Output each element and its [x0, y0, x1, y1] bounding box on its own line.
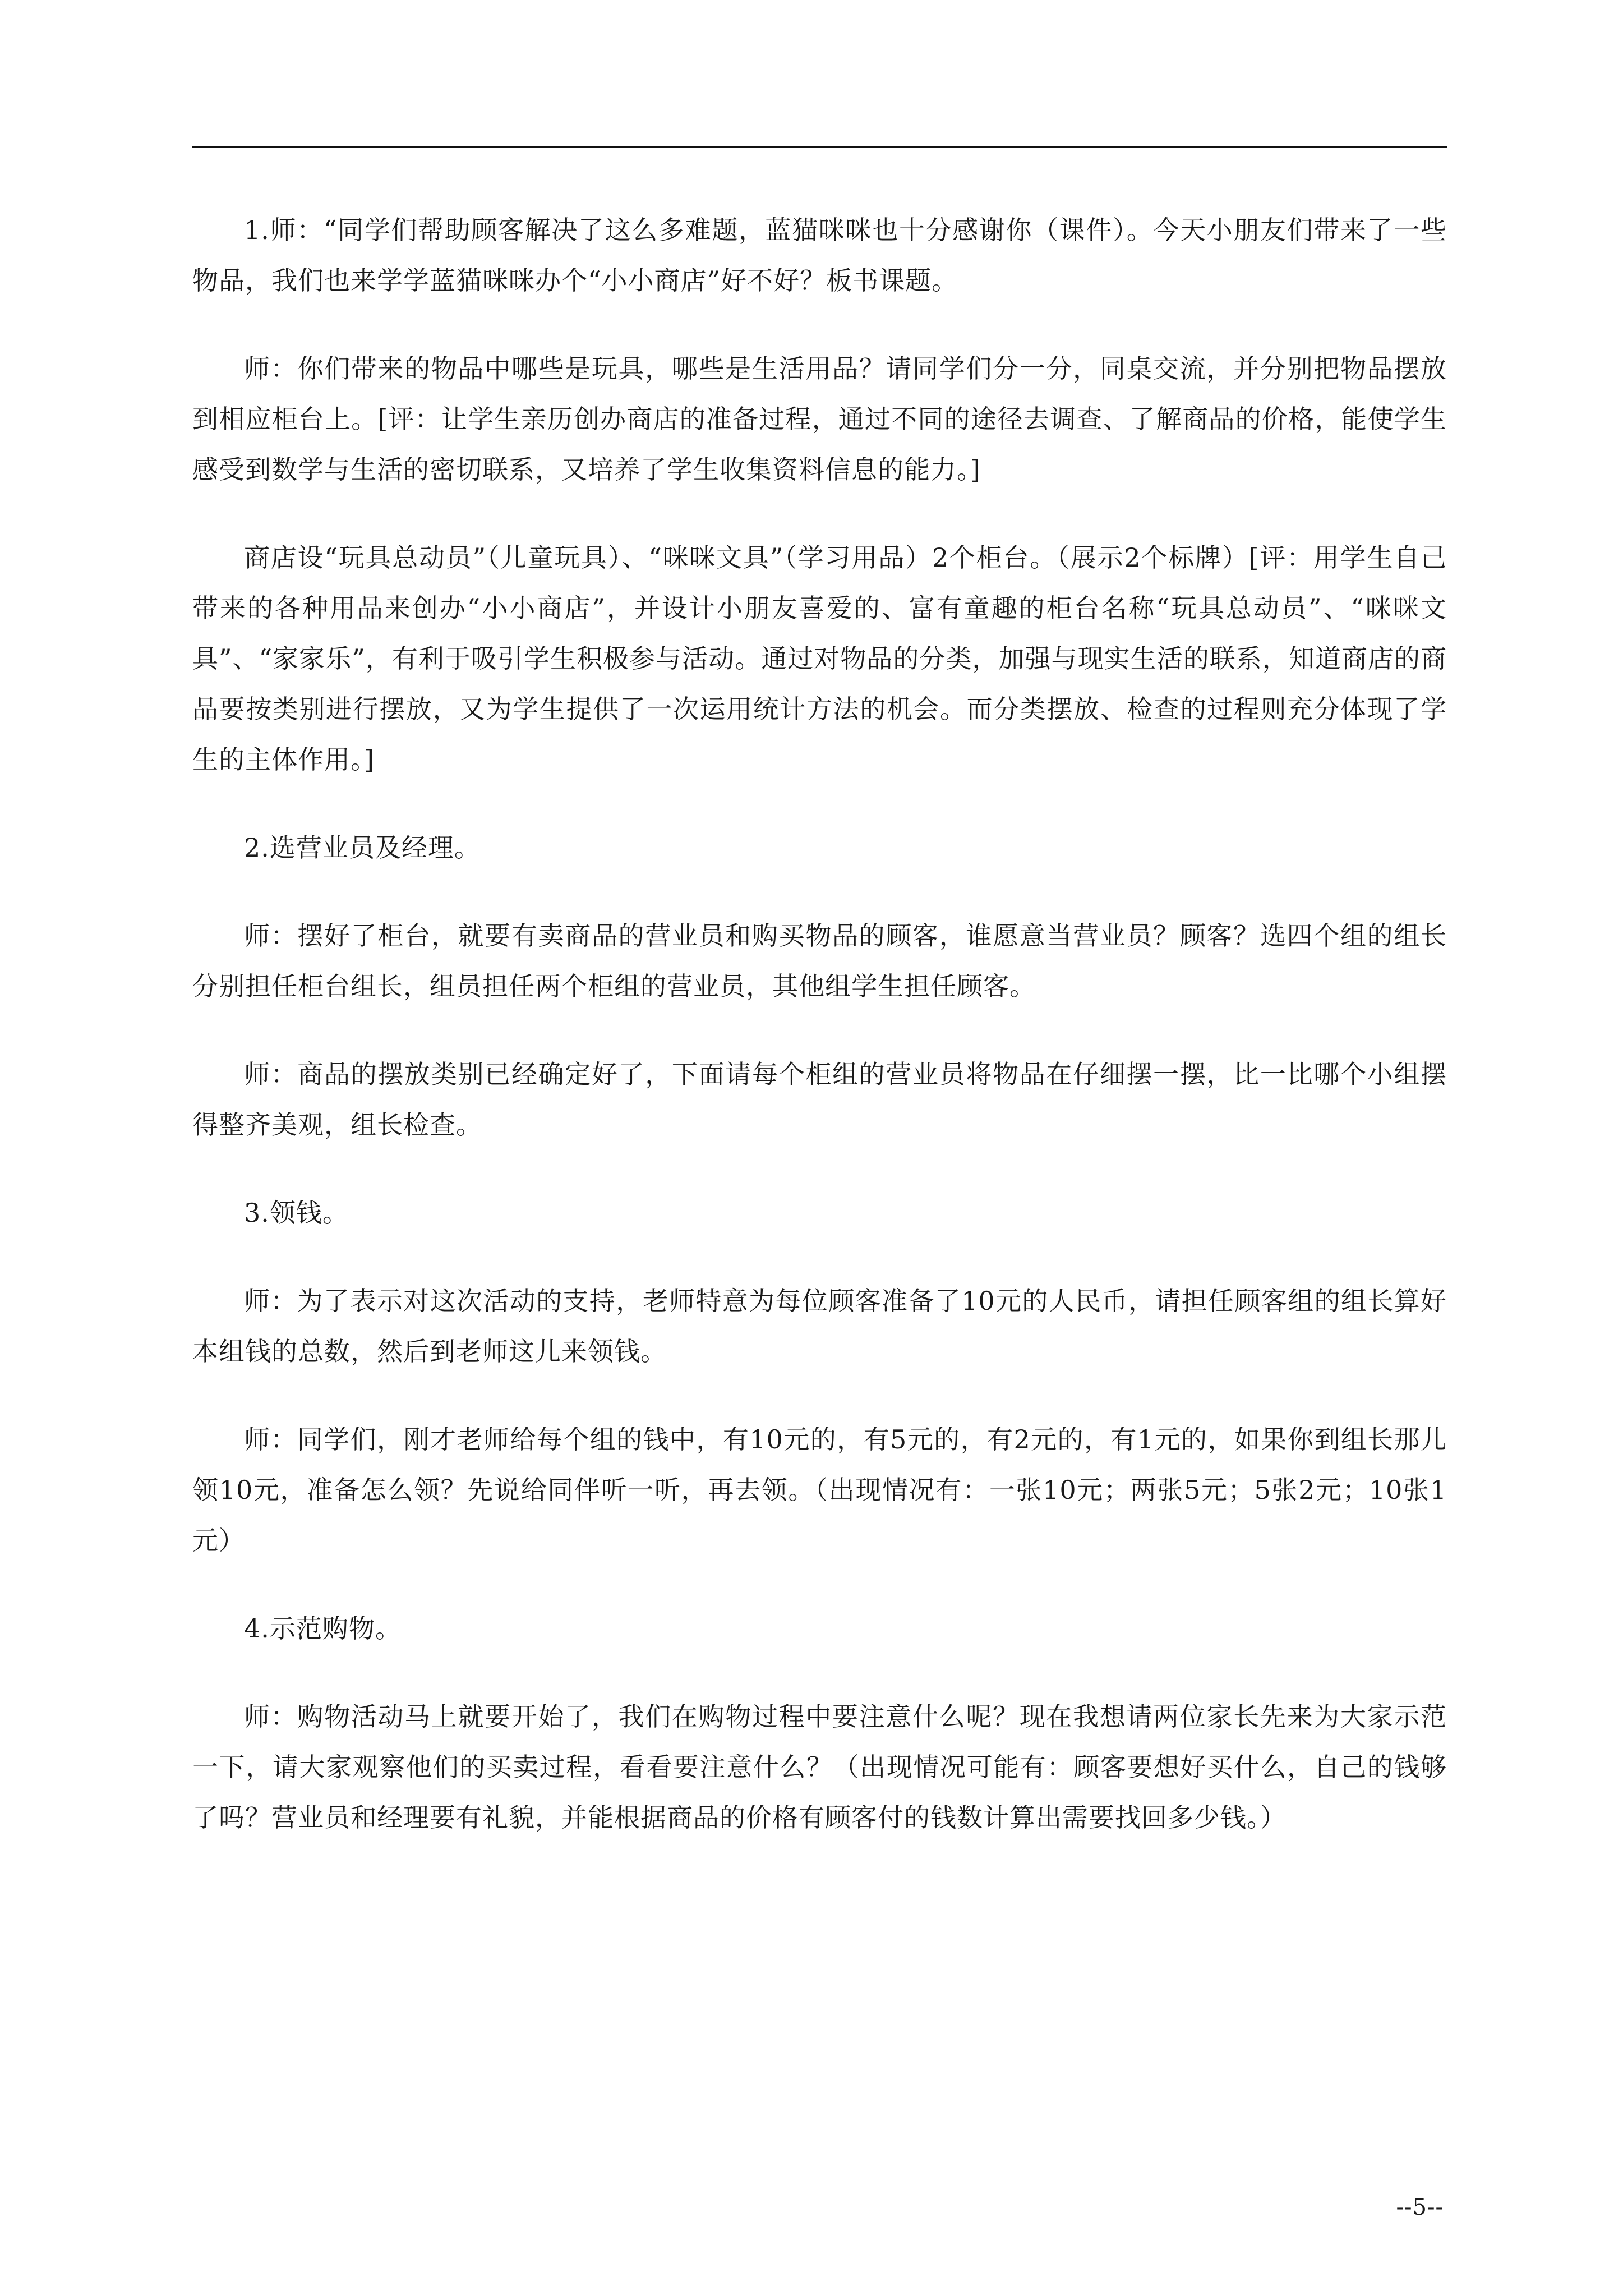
paragraph-money-ways: 师：同学们，刚才老师给每个组的钱中，有10元的，有5元的，有2元的，有1元的，如果你到组长那儿领10元，准备怎么领？先说给同伴听一听，再去领。（出现情况有：一张10元；两张5元；5张2元；10张1元）	[192, 1424, 1447, 1556]
paragraph-arrange: 师：商品的摆放类别已经确定好了，下面请每个柜组的营业员将物品在仔细摆一摆，比一比哪个小组摆得整齐美观，组长检查。	[192, 1059, 1447, 1140]
paragraph-demo: 师：购物活动马上就要开始了，我们在购物过程中要注意什么呢？现在我想请两位家长先来为大家示范一下，请大家观察他们的买卖过程，看看要注意什么？（出现情况可能有：顾客要想好买什么，自己的钱够了吗？营业员和经理要有礼貌，并能根据商品的价格有顾客付的钱数计算出需要找回多少钱。）	[192, 1701, 1447, 1833]
heading-collect-money: 3.领钱。	[244, 1198, 349, 1228]
heading-demo-shopping: 4.示范购物。	[244, 1613, 402, 1644]
paragraph-money-support: 师：为了表示对这次活动的支持，老师特意为每位顾客准备了10元的人民币，请担任顾客组的组长算好本组钱的总数，然后到老师这儿来领钱。	[192, 1286, 1447, 1366]
page-number: --5--	[1396, 2194, 1444, 2220]
document-body	[192, 205, 1447, 1843]
paragraph-intro: 1.师：“同学们帮助顾客解决了这么多难题，蓝猫咪咪也十分感谢你（课件）。今天小朋友们带来了一些物品，我们也来学学蓝猫咪咪办个“小小商店”好不好？板书课题。	[192, 215, 1447, 296]
paragraph-sort-items: 师：你们带来的物品中哪些是玩具，哪些是生活用品？请同学们分一分，同桌交流，并分别把物品摆放到相应柜台上。[评：让学生亲历创办商店的准备过程，通过不同的途径去调查、了解商品的价格，能使学生感受到数学与生活的密切联系，又培养了学生收集资料信息的能力。]	[192, 353, 1447, 485]
header-rule	[192, 146, 1447, 148]
paragraph-staff: 师：摆好了柜台，就要有卖商品的营业员和购买物品的顾客，谁愿意当营业员？顾客？选四个组的组长分别担任柜台组长，组员担任两个柜组的营业员，其他组学生担任顾客。	[192, 921, 1447, 1001]
heading-select-staff: 2.选营业员及经理。	[244, 832, 481, 863]
paragraph-counters: 商店设“玩具总动员”（儿童玩具）、“咪咪文具”（学习用品）2个柜台。（展示2个标牌）[评：用学生自己带来的各种用品来创办“小小商店”，并设计小朋友喜爱的、富有童趣的柜台名称“玩具总动员”、“咪咪文具”、“家家乐”，有利于吸引学生积极参与活动。通过对物品的分类，加强与现实生活的联系，知道商店的商品要按类别进行摆放，又为学生提供了一次运用统计方法的机会。而分类摆放、检查的过程则充分体现了学生的主体作用。]	[192, 542, 1447, 775]
